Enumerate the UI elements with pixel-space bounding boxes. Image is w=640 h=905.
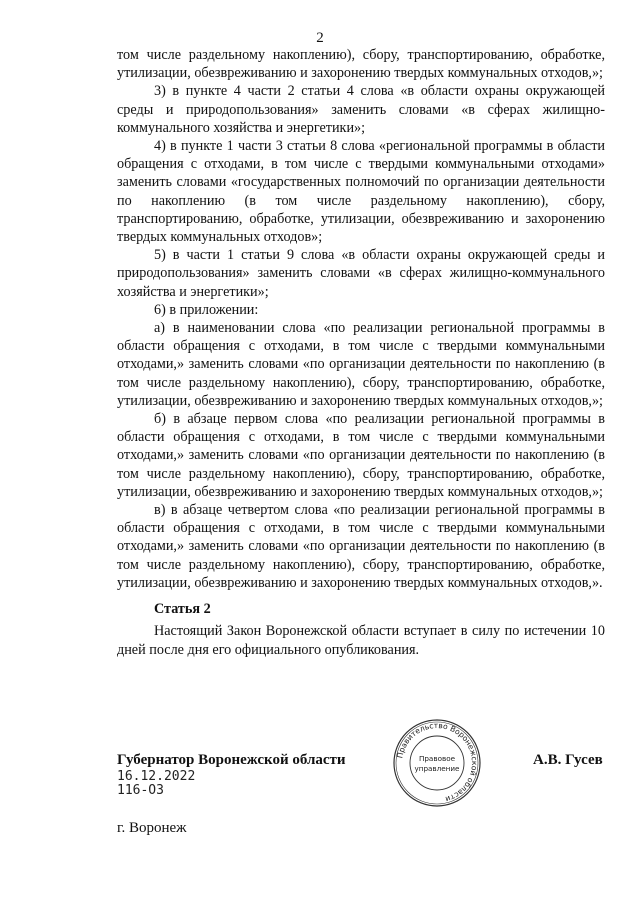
page-number: 2 [316, 30, 324, 46]
stamp-inner-line2: управление [414, 764, 460, 773]
article-heading: Статья 2 [154, 601, 211, 618]
registration-number: 116-ОЗ [117, 783, 164, 798]
document-body [117, 46, 605, 659]
signatory-name: А.В. Гусев [533, 752, 603, 768]
paragraph: а) в наименовании слова «по реализации региональной программы в области обращения с отходами, в том числе с твердыми коммунальными отходами,» заменить словами «по организации деятельности по накоплению (в том числе раздельному накоплению), сбору, транспортированию, обработке, утилизации, обезвреживанию и захоронению твердых коммунальных отходов,»; [117, 320, 605, 409]
stamp-inner-line1: Правовое [418, 754, 456, 763]
paragraph: 4) в пункте 1 части 3 статьи 8 слова «региональной программы в области обращения с отходами, в том числе с твердыми коммунальными отходами» заменить словами «государственных полномочий по организации деятельности по накоплению (в том числе раздельному накоплению), сбору, транспортированию, обработке, утилизации, обезвреживанию и захоронению твердых коммунальных отходов»; [117, 138, 605, 246]
stamp-seal [392, 718, 482, 808]
paragraph: том числе раздельному накоплению), сбору, транспортированию, обработке, утилизации, обезвреживанию и захоронению твердых коммунальных отходов,»; [117, 47, 605, 82]
stamp-outer-text: Правительство Воронежской области [395, 720, 480, 804]
paragraph: 5) в части 1 статьи 9 слова «в области охраны окружающей среды и природопользования» заменить словами «в сферах жилищно-коммунального хозяйства и энергетики»; [117, 247, 605, 300]
article-text: Настоящий Закон Воронежской области вступает в силу по истечении 10 дней после дня его официального опубликования. [117, 623, 605, 658]
paragraph: 6) в приложении: [154, 301, 259, 318]
paragraph: в) в абзаце четвертом слова «по реализации региональной программы в области обращения с отходами, в том числе с твердыми коммунальными отходами,» заменить словами «по организации деятельности по накоплению (в том числе раздельному накоплению), сбору, транспортированию, обработке, утилизации, обезвреживанию и захоронению твердых коммунальных отходов,». [117, 502, 605, 591]
paragraph: 3) в пункте 4 части 2 статьи 4 слова «в области охраны окружающей среды и природопользования» заменить словами «в сферах жилищно-коммунального хозяйства и энергетики»; [117, 83, 605, 136]
city: г. Воронеж [117, 820, 187, 836]
paragraph: б) в абзаце первом слова «по реализации региональной программы в области обращения с отходами, в том числе с твердыми коммунальными отходами,» заменить словами «по организации деятельности по накоплению (в том числе раздельному накоплению), сбору, транспортированию, обработке, утилизации, обезвреживанию и захоронению твердых коммунальных отходов,»; [117, 411, 605, 500]
signatory-title: Губернатор Воронежской области [117, 752, 346, 768]
registration-date: 16.12.2022 [117, 769, 196, 784]
